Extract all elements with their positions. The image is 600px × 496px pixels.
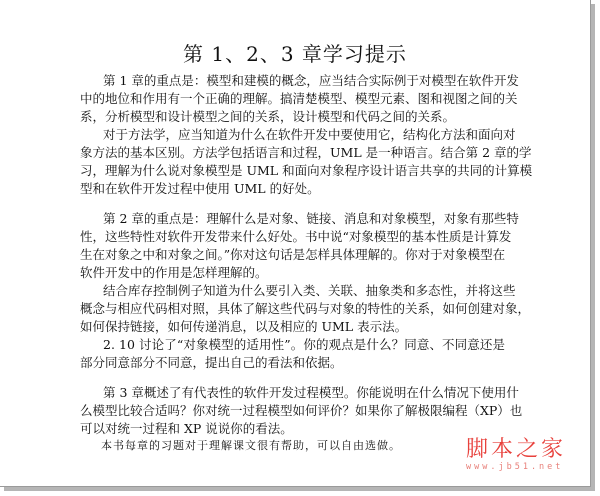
- page-title: 第 1、2、3 章学习提示: [183, 42, 407, 66]
- paragraph-first-line: 对于方法学，应当知道为什么在软件开发中要使用它，结构化方法和面向对: [103, 127, 516, 142]
- paragraph-line: 中的地位和作用有一个正确的理解。搞清楚模型、模型元素、图和视图之间的关: [80, 91, 518, 106]
- paragraph-line: 型和在软件开发过程中使用 UML 的好处。: [80, 181, 320, 196]
- footer-note: 本书每章的习题对于理解课文很有帮助，可以自由选做。: [101, 439, 401, 452]
- watermark-url: www.jb51.net: [466, 462, 564, 472]
- paragraph-line: 性，这些特性对软件开发带来什么好处。书中说“对象模型的基本性质是计算发: [80, 229, 512, 244]
- paragraph-first-line: 第 3 章概述了有代表性的软件开发过程模型。你能说明在什么情况下使用什: [103, 385, 519, 400]
- paragraph-first-line: 2. 10 讨论了“对象模型的适用性”。你的观点是什么？同意、不同意还是: [103, 337, 505, 352]
- paragraph-first-line: 结合库存控制例子知道为什么要引入类、关联、抽象类和多态性，并将这些: [103, 283, 516, 298]
- watermark-logo: 脚本之家: [466, 437, 567, 462]
- paragraph-line: 习，理解为什么说对象模型是 UML 和面向对象程序设计语言共享的共同的计算模: [80, 163, 533, 178]
- paragraph-line: 如何保持链接，如何传递消息，以及相应的 UML 表示法。: [80, 319, 408, 334]
- paragraph-line: 么模型比较合适吗？你对统一过程模型如何评价？如果你了解极限编程（XP）也: [80, 403, 523, 418]
- paragraph-line: 象方法的基本区别。方法学包括语言和过程，UML 是一种语言。结合第 2 章的学: [80, 145, 532, 160]
- paragraph-line: 概念与相应代码相对照，具体了解这些代码与对象的特性的关系，如何创建对象，: [80, 301, 531, 316]
- paragraph-line: 生在对象之中和对象之间。”你对这句话是怎样具体理解的。你对于对象模型在: [80, 247, 506, 262]
- paragraph-line: 软件开发中的作用是怎样理解的。: [80, 265, 268, 280]
- paragraph-first-line: 第 1 章的重点是：模型和建模的概念，应当结合实际例于对模型在软件开发: [103, 73, 519, 88]
- paragraph-line: 可以对统一过程和 XP 说说你的看法。: [80, 421, 293, 436]
- paragraph-first-line: 第 2 章的重点是：理解什么是对象、链接、消息和对象模型，对象有那些特: [103, 211, 519, 226]
- paragraph-line: 系，分析模型和设计模型之间的关系，设计模型和代码之间的关系。: [80, 109, 456, 124]
- paragraph-line: 部分同意部分不同意，提出自己的看法和依据。: [80, 355, 343, 370]
